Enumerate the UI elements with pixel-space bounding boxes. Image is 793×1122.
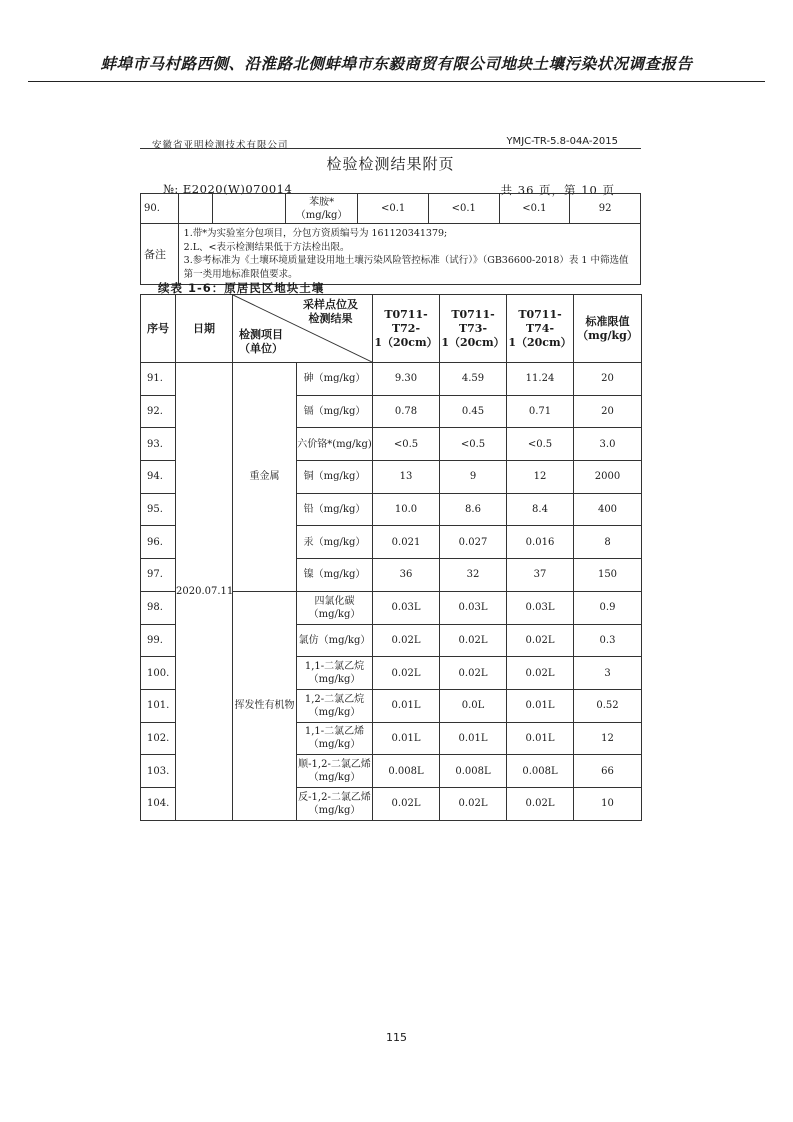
item-cell [285, 194, 358, 224]
value-cell: 0.02L [440, 624, 507, 657]
value-cell: 0.02L [507, 787, 574, 820]
limit-cell: 10 [574, 787, 642, 820]
item-name: 1,1-二氯乙烯 [304, 726, 365, 738]
row-index: 101. [141, 689, 176, 722]
note-line: 1.带*为实验室分包项目，分包方资质编号为 161120341379; [183, 228, 448, 239]
value-cell: 0.0L [440, 689, 507, 722]
value-cell: 0.45 [440, 395, 507, 428]
value-cell: 0.021 [373, 526, 440, 559]
header-date: 日期 [176, 295, 233, 363]
header-sample-1: T0711-T72- 1（20cm） [373, 295, 440, 363]
value-cell: 10.0 [373, 493, 440, 526]
limit-cell: 20 [574, 395, 642, 428]
row-index: 92. [141, 395, 176, 428]
header-sample-2: T0711-T73- 1（20cm） [440, 295, 507, 363]
header-sample-3: T0711-T74- 1（20cm） [507, 295, 574, 363]
value-cell: 0.008L [507, 755, 574, 788]
top-results-table [140, 193, 641, 285]
notes-cell [178, 224, 640, 285]
value-cell: 0.008L [440, 755, 507, 788]
report-number: №: E2020(W)070014 [163, 182, 293, 196]
header-row [141, 295, 642, 363]
item-name: 1,2-二氯乙烷 [304, 693, 365, 705]
row-index: 94. [141, 461, 176, 494]
header-sampling-point: 采样点位及 检测结果 [303, 298, 358, 325]
limit-cell: 0.9 [574, 591, 642, 624]
value-cell: 0.027 [440, 526, 507, 559]
value-cell: 0.01L [507, 722, 574, 755]
item-name: 汞（mg/kg） [303, 536, 366, 548]
value-cell: <0.1 [358, 194, 429, 224]
value-cell: 0.03L [440, 591, 507, 624]
item-cell [297, 591, 373, 624]
value-cell: 8.6 [440, 493, 507, 526]
value-cell: 0.01L [507, 689, 574, 722]
row-index: 99. [141, 624, 176, 657]
value-cell: 0.01L [440, 722, 507, 755]
row-index: 102. [141, 722, 176, 755]
row-index: 97. [141, 559, 176, 592]
value-cell: <0.5 [440, 428, 507, 461]
item-name: 铅（mg/kg） [303, 504, 366, 516]
item-unit: （mg/kg） [308, 608, 361, 620]
row-index: 91. [141, 363, 176, 396]
form-code: YMJC-TR-5.8-04A-2015 [506, 136, 618, 147]
item-cell [297, 526, 373, 559]
header-index: 序号 [141, 295, 176, 363]
value-cell: 0.01L [373, 722, 440, 755]
row-index: 96. [141, 526, 176, 559]
item-name: 1,1-二氯乙烷 [304, 661, 365, 673]
item-name: 镍（mg/kg） [303, 569, 366, 581]
main-table-body [141, 363, 642, 821]
item-cell [297, 787, 373, 820]
value-cell: 0.02L [373, 657, 440, 690]
item-name: 铜（mg/kg） [303, 471, 366, 483]
notes-label: 备注 [141, 224, 179, 285]
page-count: 共 36 页，第 10 页 [500, 183, 615, 197]
item-unit: （mg/kg） [308, 804, 361, 816]
item-cell [297, 493, 373, 526]
header-limit: 标准限值 （mg/kg） [574, 295, 642, 363]
item-cell [297, 461, 373, 494]
table-subtitle: 续表 1-6：原居民区地块土壤 [158, 281, 325, 295]
value-cell: 0.02L [440, 657, 507, 690]
item-name: 砷（mg/kg） [303, 373, 366, 385]
limit-cell: 0.52 [574, 689, 642, 722]
value-cell: <0.5 [373, 428, 440, 461]
item-cell [297, 363, 373, 396]
limit-cell: 20 [574, 363, 642, 396]
value-cell: 9 [440, 461, 507, 494]
value-cell: 0.71 [507, 395, 574, 428]
item-cell [297, 559, 373, 592]
item-unit: （mg/kg） [308, 772, 361, 784]
date-cell: 2020.07.11 [176, 363, 233, 821]
notes-row [141, 224, 641, 285]
item-unit: （mg/kg） [308, 739, 361, 751]
group-heavy-metals: 重金属 [233, 363, 297, 592]
value-cell: 36 [373, 559, 440, 592]
value-cell: 37 [507, 559, 574, 592]
row-index: 93. [141, 428, 176, 461]
value-cell: 0.03L [373, 591, 440, 624]
lab-name: 安徽省亚明检测技术有限公司 [152, 140, 289, 151]
header-test-item: 检测项目 （单位） [239, 328, 283, 355]
group-volatile-organics: 挥发性有机物 [233, 591, 297, 820]
value-cell: 0.02L [373, 624, 440, 657]
lab-divider [140, 148, 641, 149]
item-cell [297, 395, 373, 428]
header-diagonal-cell [233, 295, 373, 363]
value-cell: 0.02L [507, 624, 574, 657]
value-cell: 12 [507, 461, 574, 494]
item-cell [297, 689, 373, 722]
value-cell: <0.5 [507, 428, 574, 461]
item-name: 顺-1,2-二氯乙烯 [298, 759, 371, 771]
limit-cell: 2000 [574, 461, 642, 494]
limit-cell: 92 [570, 194, 641, 224]
item-cell [297, 624, 373, 657]
value-cell: 0.02L [373, 787, 440, 820]
row-index: 98. [141, 591, 176, 624]
value-cell: 32 [440, 559, 507, 592]
value-cell: 8.4 [507, 493, 574, 526]
row-index: 103. [141, 755, 176, 788]
limit-cell: 150 [574, 559, 642, 592]
value-cell: 11.24 [507, 363, 574, 396]
value-cell: 0.03L [507, 591, 574, 624]
item-cell [297, 428, 373, 461]
item-unit: （mg/kg） [308, 674, 361, 686]
item-name: 氯仿（mg/kg） [298, 634, 371, 646]
row-index: 90. [141, 194, 179, 224]
document-title: 检验检测结果附页 [326, 155, 455, 173]
table-row [141, 363, 642, 396]
item-cell [297, 722, 373, 755]
item-name: 苯胺* [309, 196, 335, 208]
table-row [141, 194, 641, 224]
item-cell [297, 755, 373, 788]
value-cell: 0.78 [373, 395, 440, 428]
item-name: 四氯化碳 [314, 595, 355, 607]
limit-cell: 12 [574, 722, 642, 755]
row-index: 100. [141, 657, 176, 690]
item-name: 镉（mg/kg） [303, 406, 366, 418]
item-name: 六价铬*(mg/kg) [297, 438, 372, 450]
row-index: 95. [141, 493, 176, 526]
value-cell: 0.016 [507, 526, 574, 559]
note-line: 3.参考标准为《土壤环境质量建设用地土壤污染风险管控标准（试行）》（GB36600-2018）表 1 中筛选值第一类用地标准限值要求。 [183, 255, 629, 280]
limit-cell: 0.3 [574, 624, 642, 657]
value-cell: 9.30 [373, 363, 440, 396]
item-cell [297, 657, 373, 690]
empty-cell [213, 194, 286, 224]
note-line: 2.L、<表示检测结果低于方法检出限。 [183, 241, 350, 253]
page-number: 115 [386, 1031, 407, 1044]
limit-cell: 3.0 [574, 428, 642, 461]
limit-cell: 8 [574, 526, 642, 559]
value-cell: 0.01L [373, 689, 440, 722]
item-unit: （mg/kg） [308, 706, 361, 718]
value-cell: <0.1 [499, 194, 570, 224]
value-cell: <0.1 [428, 194, 499, 224]
header-divider [28, 81, 765, 82]
item-name: 反-1,2-二氯乙烯 [298, 791, 371, 803]
value-cell: 0.02L [507, 657, 574, 690]
value-cell: 4.59 [440, 363, 507, 396]
limit-cell: 400 [574, 493, 642, 526]
empty-cell [178, 194, 213, 224]
main-results-table [140, 294, 642, 821]
limit-cell: 3 [574, 657, 642, 690]
value-cell: 0.008L [373, 755, 440, 788]
value-cell: 13 [373, 461, 440, 494]
row-index: 104. [141, 787, 176, 820]
report-header: 蚌埠市马村路西侧、沿淮路北侧蚌埠市东毅商贸有限公司地块土壤污染状况调查报告 [100, 54, 693, 73]
limit-cell: 66 [574, 755, 642, 788]
value-cell: 0.02L [440, 787, 507, 820]
item-unit: （mg/kg） [295, 209, 348, 221]
